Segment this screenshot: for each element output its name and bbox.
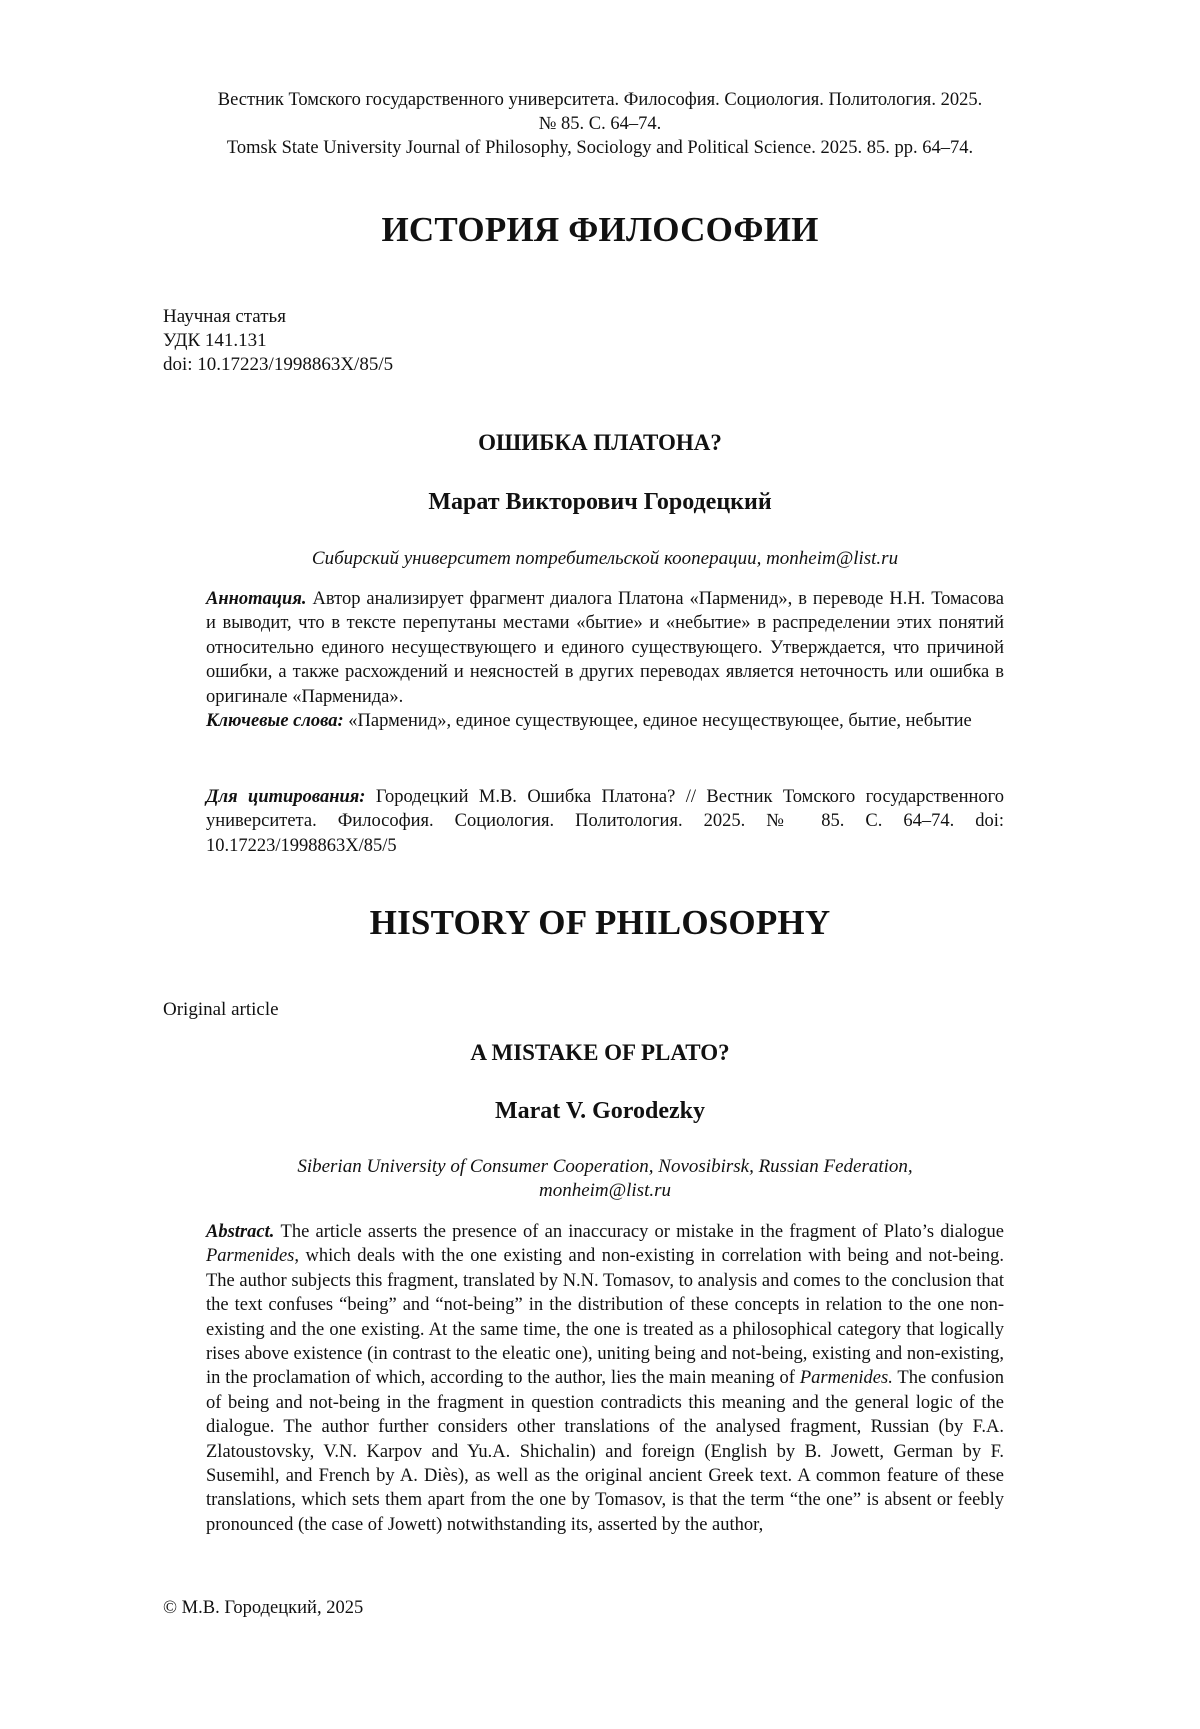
keywords-label-ru: Ключевые слова: <box>206 711 344 732</box>
article-title-en: A MISTAKE OF PLATO? <box>470 1040 730 1065</box>
abstract-label-ru: Аннотация. <box>206 589 307 609</box>
abstract-label-en: Abstract. <box>206 1222 275 1242</box>
copyright-notice: © М.В. Городецкий, 2025 <box>163 1598 364 1618</box>
keywords-text-ru: «Парменид», единое существующее, единое несуществующее, бытие, небытие <box>348 711 972 732</box>
abstract-title-ref-1: Parmenides <box>206 1246 295 1267</box>
section-title-ru: ИСТОРИЯ ФИЛОСОФИИ <box>381 210 819 249</box>
journal-header-ru-line2: № 85. С. 64–74. <box>538 114 662 134</box>
article-type-ru: Научная статья <box>163 306 286 327</box>
article-meta-en <box>163 998 279 1022</box>
abstract-text-en-part2: , which deals with the one existing and non-existing in correlation with being and not-being. The author subjects this fragment, translated by N.N. Tomasov, to analysis and comes to the conclusion that the text confuses “being” and “not-being” in the distribution of these concepts in relation to the one non-existing and the one existing. At the same time, the one is treated as a philosophical category that logically rises above existence (in contrast to the eleatic one), uniting being and not-being, existing and non-existing, in the proclamation of which, according to the author, lies the main meaning of <box>206 1246 1004 1389</box>
journal-header <box>140 88 1060 160</box>
citation-text-ru: Городецкий М.В. Ошибка Платона? // Вестник Томского государственного университета. Философия. Социология. Политология. 2025. № 85. С. 64–74. doi: 10.17223/1998863Х/85/5 <box>206 787 1004 856</box>
udc-code: УДК 141.131 <box>163 330 267 351</box>
abstract-en <box>206 1220 1004 1537</box>
abstract-ru <box>206 587 1004 733</box>
journal-header-ru-line1: Вестник Томского государственного университета. Философия. Социология. Политология. 2025. <box>217 90 983 110</box>
affiliation-en <box>205 1155 1005 1203</box>
article-meta-ru <box>163 305 393 377</box>
affiliation-ru: Сибирский университет потребительской кооперации, monheim@list.ru <box>311 548 899 569</box>
abstract-title-ref-2: Parmenides. <box>799 1368 893 1389</box>
abstract-text-ru: Автор анализирует фрагмент диалога Платона «Парменид», в переводе Н.Н. Томасова и выводит, что в тексте перепутаны местами «бытие» и «небытие» в распределении этих понятий относительно единого несуществующего и единого существующего. Утверждается, что причиной ошибки, а также расхождений и неясностей в других переводах является неточность или ошибка в оригинале «Парменида». <box>206 589 1005 707</box>
affiliation-en-line1: Siberian University of Consumer Cooperation, Novosibirsk, Russian Federation, <box>297 1156 913 1177</box>
author-name-en: Marat V. Gorodezky <box>495 1098 705 1124</box>
section-title-en: HISTORY OF PHILOSOPHY <box>369 903 831 942</box>
abstract-text-en-part1: The article asserts the presence of an inaccuracy or mistake in the fragment of Plato’s dialogue <box>280 1222 1005 1242</box>
author-name-ru: Марат Викторович Городецкий <box>428 489 772 515</box>
abstract-text-en-part3: The confusion of being and not-being in the fragment in question contradicts this meaning and the general logic of the dialogue. The author further considers other translations of the analysed fragment, Russian (by F.A. Zlatoustovsky, V.N. Karpov and Yu.A. Shichalin) and foreign (English by B. Jowett, German by F. Susemihl, and French by A. Diès), as well as the original ancient Greek text. A common feature of these translations, which sets them apart from the one by Tomasov, is that the term “the one” is absent or feebly pronounced (the case of Jowett) notwithstanding its, asserted by the author, <box>206 1368 1005 1535</box>
doi: doi: 10.17223/1998863Х/85/5 <box>163 354 394 375</box>
article-title-ru: ОШИБКА ПЛАТОНА? <box>478 430 722 455</box>
citation-ru <box>206 785 1004 858</box>
affiliation-en-email: monheim@list.ru <box>538 1180 671 1201</box>
article-type-en: Original article <box>163 999 279 1020</box>
citation-label-ru: Для цитирования: <box>206 787 366 807</box>
journal-header-en: Tomsk State University Journal of Philosophy, Sociology and Political Science. 2025. 85. pp. 64–74. <box>226 138 974 158</box>
